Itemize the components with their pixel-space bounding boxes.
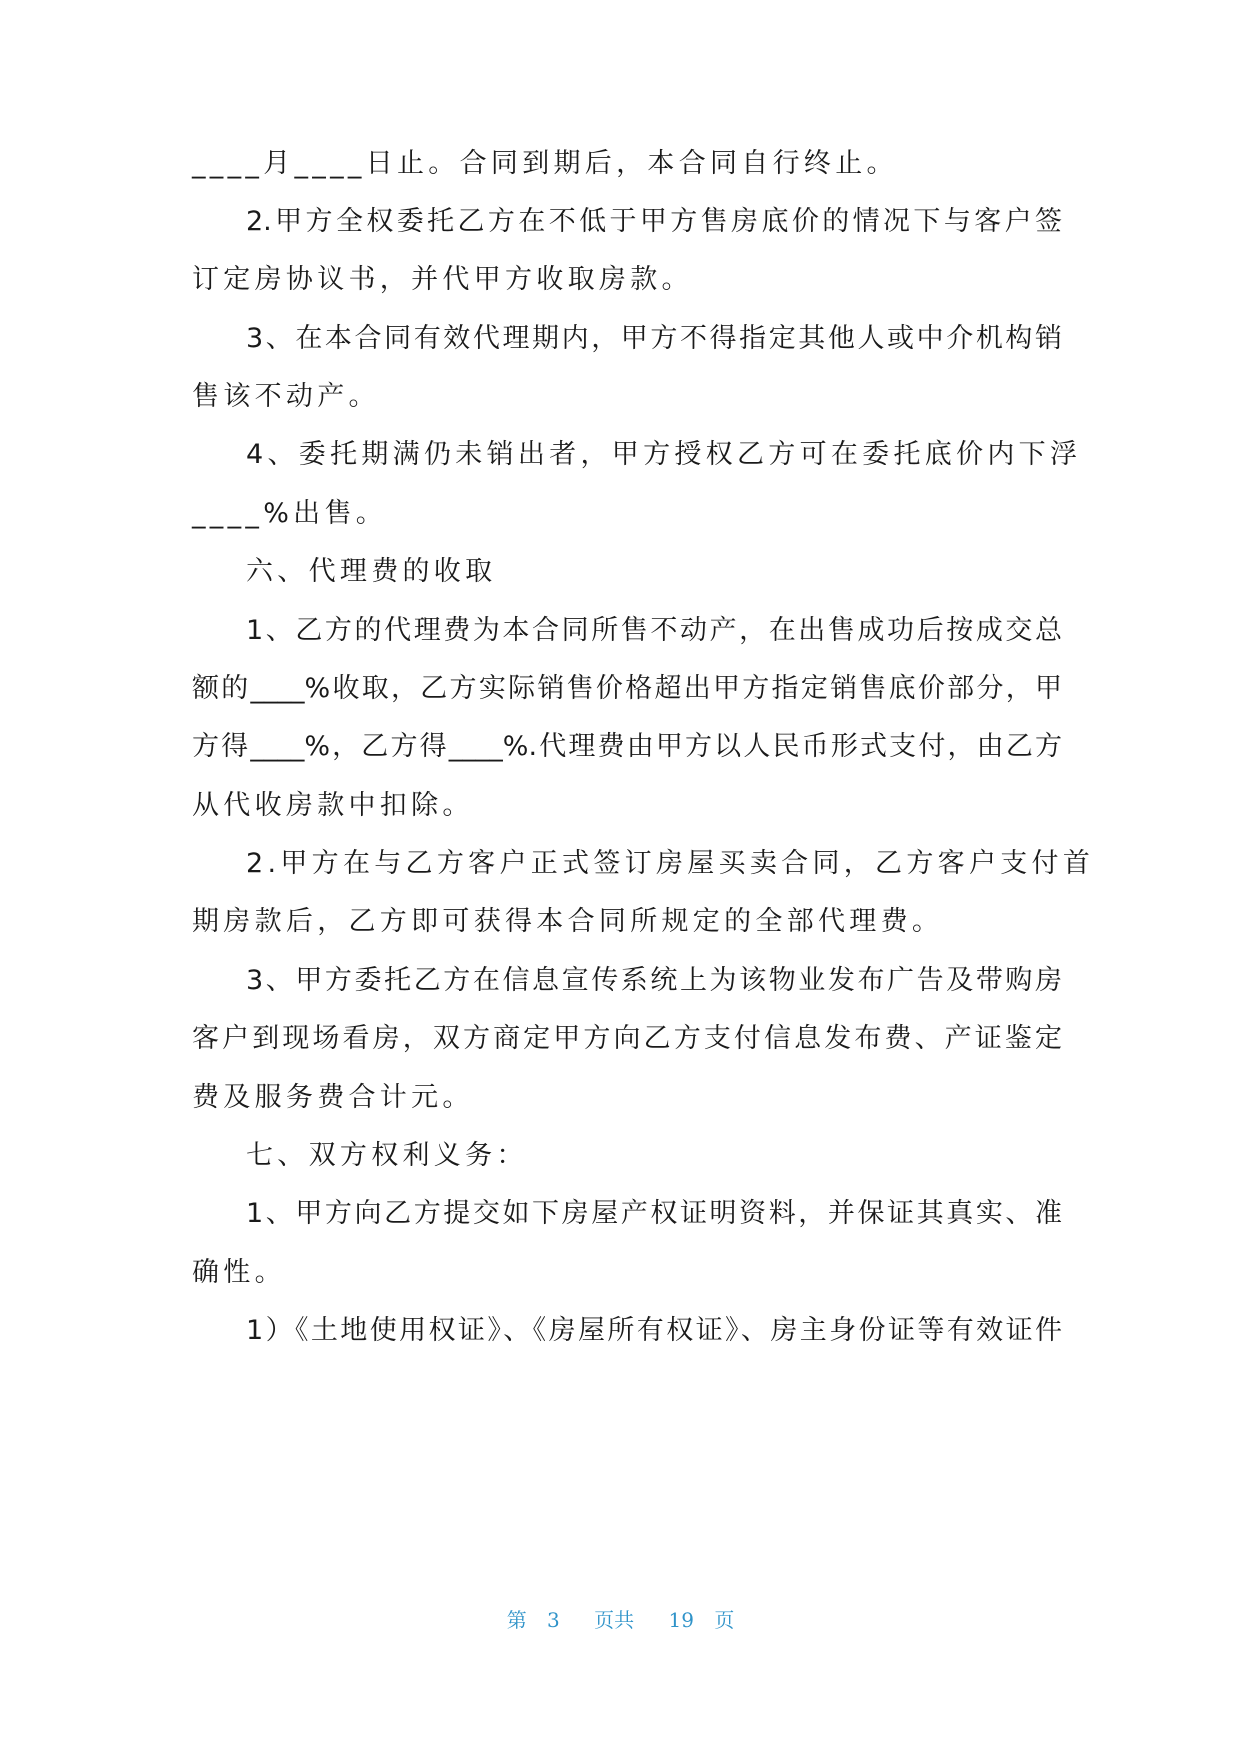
- footer-middle: 页共: [594, 1608, 635, 1632]
- footer-suffix: 页: [714, 1608, 735, 1632]
- text-line: 3、甲方委托乙方在信息宣传系统上为该物业发布广告及带购房: [246, 965, 1062, 996]
- text-line: 期房款后，乙方即可获得本合同所规定的全部代理费。: [192, 906, 944, 937]
- text-line: 1）《土地使用权证》、《房屋所有权证》、房主身份证等有效证件: [246, 1315, 1062, 1346]
- text-line: 费及服务费合计元。: [192, 1082, 474, 1113]
- text-line: ____月____日止。合同到期后，本合同自行终止。: [192, 148, 898, 179]
- text-line: 客户到现场看房，双方商定甲方向乙方支付信息发布费、产证鉴定: [192, 1023, 1062, 1054]
- text-line: 1、乙方的代理费为本合同所售不动产，在出售成功后按成交总: [246, 615, 1062, 646]
- footer-prefix: 第: [506, 1608, 527, 1632]
- text-line: 3、在本合同有效代理期内，甲方不得指定其他人或中介机构销: [246, 323, 1062, 354]
- text-line: 从代收房款中扣除。: [192, 790, 474, 821]
- text-line: 售该不动产。: [192, 381, 380, 412]
- text-line: 1、甲方向乙方提交如下房屋产权证明资料，并保证其真实、准: [246, 1198, 1062, 1229]
- section-heading: 六、代理费的收取: [246, 556, 497, 587]
- text-line: ____%出售。: [192, 498, 388, 529]
- text-line: 订定房协议书，并代甲方收取房款。: [192, 264, 693, 295]
- section-heading: 七、双方权利义务：: [246, 1140, 528, 1171]
- text-line: 2.甲方全权委托乙方在不低于甲方售房底价的情况下与客户签: [246, 206, 1062, 237]
- footer-total-pages: 19: [668, 1608, 694, 1632]
- text-line: 4、委托期满仍未销出者，甲方授权乙方可在委托底价内下浮: [246, 439, 1082, 470]
- text-line: 方得____%，乙方得____%.代理费由甲方以人民币形式支付，由乙方: [192, 731, 1062, 762]
- page-footer: [0, 1606, 1241, 1634]
- text-line: 额的____%收取，乙方实际销售价格超出甲方指定销售底价部分，甲: [192, 673, 1062, 704]
- text-line: 确性。: [192, 1257, 286, 1288]
- text-line: 2.甲方在与乙方客户正式签订房屋买卖合同，乙方客户支付首: [246, 848, 1095, 879]
- footer-current-page: 3: [547, 1608, 560, 1632]
